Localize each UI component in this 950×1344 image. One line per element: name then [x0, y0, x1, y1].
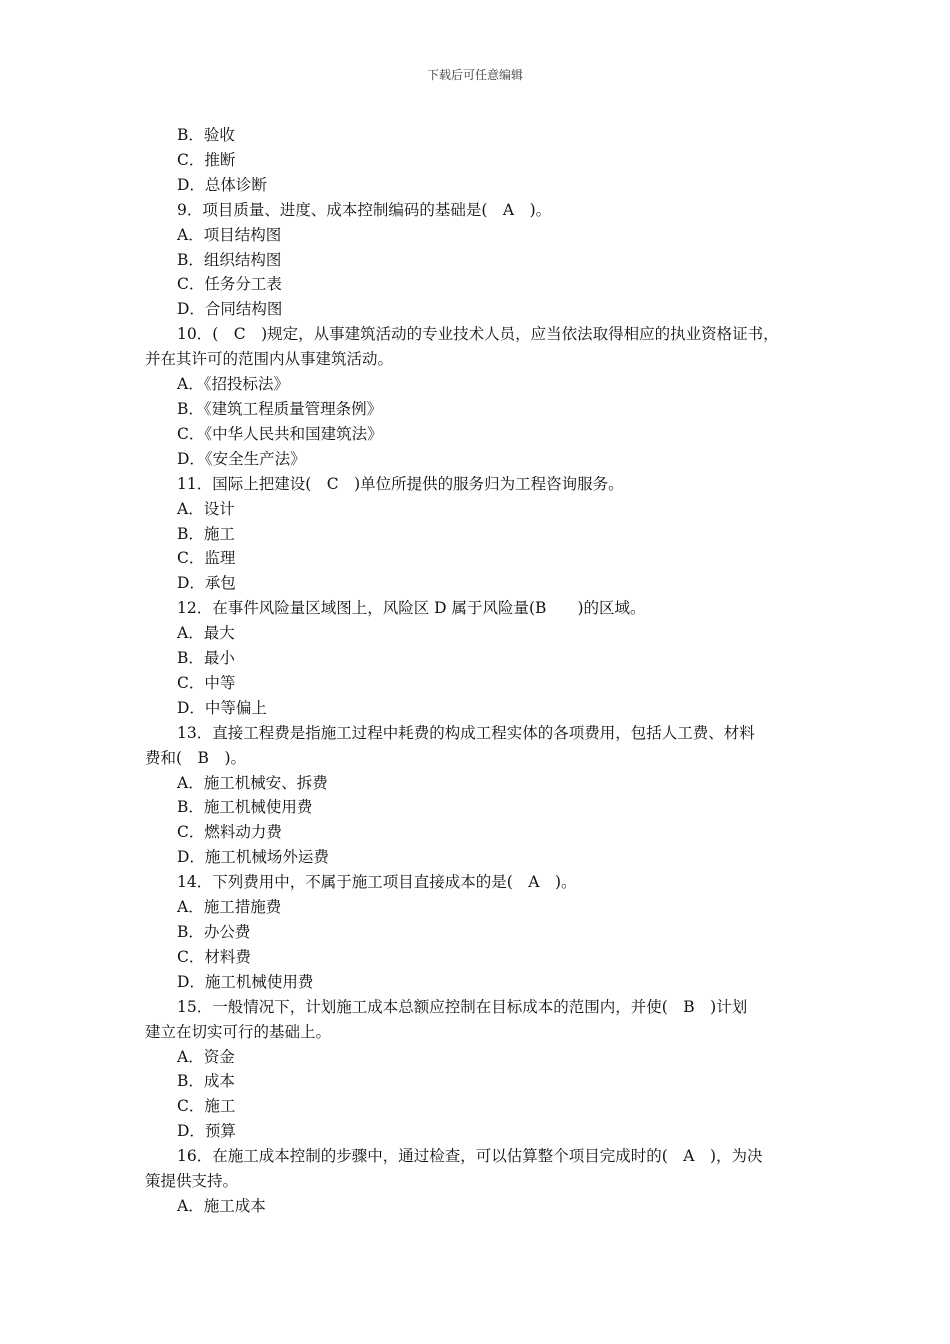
text-line: B．施工机械使用费 [177, 798, 313, 817]
text-line: A．施工成本 [177, 1196, 266, 1215]
text-line: D．中等偏上 [177, 698, 267, 717]
text-line: 11．国际上把建设( C )单位所提供的服务归为工程咨询服务。 [177, 474, 624, 493]
text-line: C．推断 [177, 150, 236, 169]
text-line: 费和( B )。 [145, 748, 246, 767]
text-line: A．《招投标法》 [177, 375, 289, 394]
text-line: 9．项目质量、进度、成本控制编码的基础是( A )。 [177, 200, 552, 219]
text-line: C．任务分工表 [177, 275, 282, 294]
text-line: B．最小 [177, 649, 235, 668]
page-header: 下载后可任意编辑 [426, 68, 523, 82]
text-line: B．施工 [177, 524, 235, 543]
text-line: C．《中华人民共和国建筑法》 [177, 424, 383, 443]
text-line: A．施工机械安、拆费 [177, 773, 328, 792]
text-line: 建立在切实可行的基础上。 [145, 1022, 332, 1041]
text-line: B．验收 [177, 126, 235, 144]
text-line: D．总体诊断 [177, 175, 267, 194]
text-line: 策提供支持。 [145, 1172, 239, 1191]
text-line: C．施工 [177, 1097, 236, 1116]
text-line: A．最大 [177, 624, 235, 643]
text-line: 10．( C )规定，从事建筑活动的专业技术人员，应当依法取得相应的执业资格证书， [177, 325, 779, 344]
text-line: B．组织结构图 [177, 250, 282, 269]
text-line: C．燃料动力费 [177, 823, 282, 842]
text-line: B．《建筑工程质量管理条例》 [177, 399, 383, 418]
text-line: D．合同结构图 [177, 300, 283, 319]
document-body [145, 123, 810, 1219]
text-line: D．施工机械使用费 [177, 972, 314, 991]
text-line: B．办公费 [177, 923, 251, 941]
text-line: 并在其许可的范围内从事建筑活动。 [145, 350, 394, 369]
text-line: D．承包 [177, 574, 236, 593]
text-line: D．施工机械场外运费 [177, 848, 329, 867]
text-line: B．成本 [177, 1072, 235, 1091]
text-line: A．资金 [177, 1047, 235, 1066]
text-line: C．中等 [177, 673, 236, 692]
text-line: 16．在施工成本控制的步骤中，通过检查，可以估算整个项目完成时的( A )，为决 [177, 1147, 763, 1166]
text-line: 15．一般情况下，计划施工成本总额应控制在目标成本的范围内，并使( B )计划 [177, 997, 748, 1016]
text-line: A．项目结构图 [177, 225, 282, 244]
text-line: D．预算 [177, 1122, 236, 1141]
text-line: 12．在事件风险量区域图上，风险区 D 属于风险量(B )的区域。 [177, 599, 646, 618]
text-line: 13．直接工程费是指施工过程中耗费的构成工程实体的各项费用，包括人工费、材料 [177, 723, 755, 742]
text-line: C．材料费 [177, 947, 251, 966]
text-line: 14．下列费用中，不属于施工项目直接成本的是( A )。 [177, 873, 577, 892]
text-line: C．监理 [177, 549, 236, 568]
text-line: D．《安全生产法》 [177, 449, 306, 468]
text-line: A．设计 [177, 499, 235, 518]
text-line: A．施工措施费 [177, 898, 282, 917]
